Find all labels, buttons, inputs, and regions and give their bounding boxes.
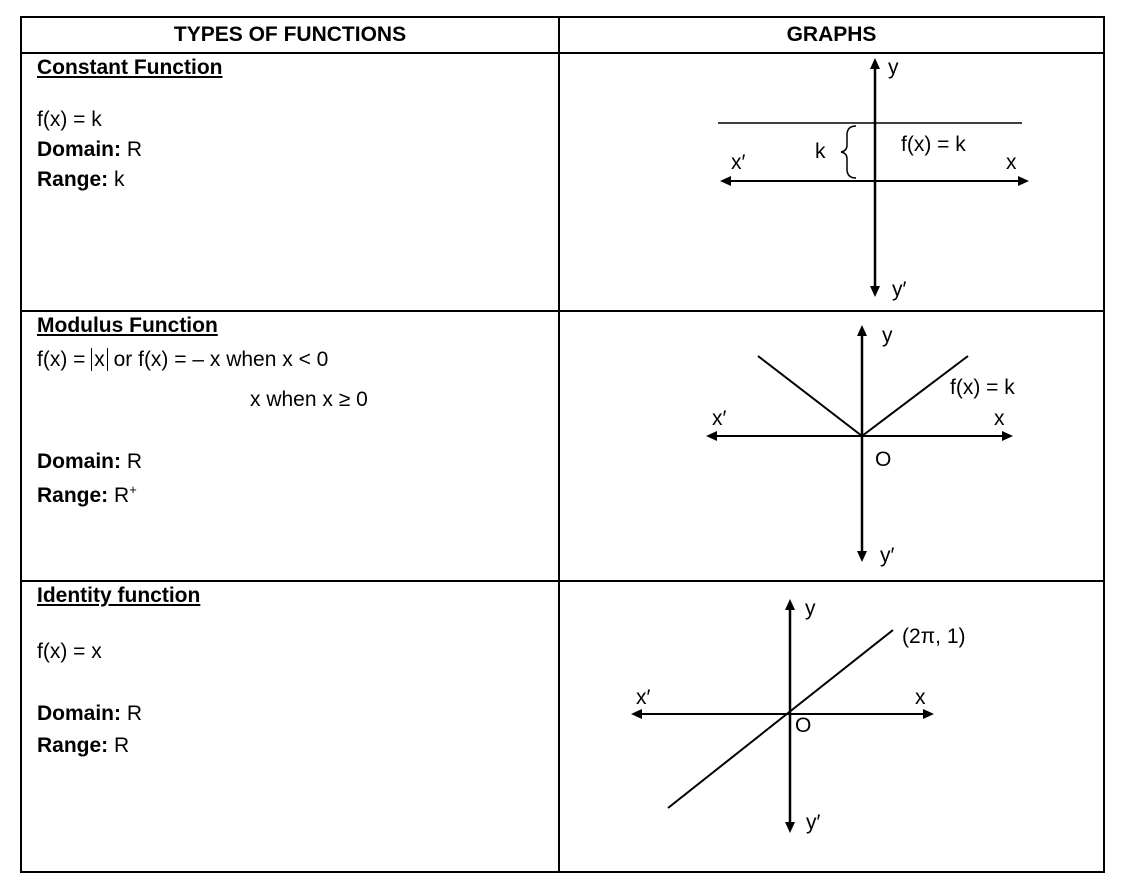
brace-icon	[841, 126, 856, 178]
label-fx: f(x) = k	[950, 376, 1015, 399]
formula-constant: f(x) = k	[37, 108, 102, 131]
x-arrow-icon	[1002, 431, 1013, 441]
range-label: Range:	[37, 168, 109, 191]
fn-name-modulus: Modulus Function	[37, 314, 218, 337]
x-arrow-icon	[923, 709, 934, 719]
label-y-neg: y′	[892, 278, 907, 301]
header-row	[21, 17, 1104, 53]
label-x: x	[994, 407, 1005, 430]
label-y: y	[882, 324, 893, 347]
label-x: x	[915, 686, 926, 709]
x-neg-arrow-icon	[631, 709, 642, 719]
formula-part: or f(x) = – x when x < 0	[107, 348, 329, 371]
domain-modulus	[37, 450, 558, 474]
label-x-neg: x′	[712, 407, 727, 430]
domain-constant	[37, 138, 558, 162]
row-identity	[21, 581, 1104, 872]
desc-constant	[21, 53, 559, 311]
range-identity	[37, 734, 558, 758]
fn-name-identity: Identity function	[37, 584, 201, 607]
range-sup: +	[129, 482, 137, 497]
label-origin: O	[875, 448, 892, 471]
y-neg-arrow-icon	[870, 286, 880, 297]
y-arrow-icon	[857, 325, 867, 336]
x-neg-arrow-icon	[720, 176, 731, 186]
abs-x: x	[91, 348, 108, 371]
graph-constant	[560, 54, 1103, 310]
label-point: (2π, 1)	[902, 625, 966, 648]
row-modulus	[21, 311, 1104, 581]
domain-label: Domain:	[37, 702, 121, 725]
functions-table	[20, 16, 1105, 873]
desc-modulus	[21, 311, 559, 581]
domain-label: Domain:	[37, 450, 121, 473]
label-y: y	[805, 597, 816, 620]
y-arrow-icon	[870, 58, 880, 69]
graph-cell-identity	[559, 581, 1104, 872]
domain-label: Domain:	[37, 138, 121, 161]
label-x-neg: x′	[731, 151, 746, 174]
x-neg-arrow-icon	[706, 431, 717, 441]
label-origin: O	[795, 714, 812, 737]
row-constant	[21, 53, 1104, 311]
label-y-neg: y′	[880, 544, 895, 567]
range-constant	[37, 168, 558, 192]
formula-modulus-line1	[37, 348, 558, 372]
graph-modulus	[560, 312, 1103, 580]
range-label: Range:	[37, 484, 109, 507]
domain-value: R	[126, 702, 143, 725]
label-k: k	[815, 140, 826, 163]
formula-part: f(x) =	[37, 348, 92, 371]
x-arrow-icon	[1018, 176, 1029, 186]
graph-cell-modulus	[559, 311, 1104, 581]
range-modulus	[37, 482, 558, 508]
range-value: R	[114, 734, 130, 757]
identity-line	[668, 630, 893, 808]
domain-value: R	[126, 138, 143, 161]
header-types: TYPES OF FUNCTIONS	[21, 17, 559, 53]
label-y-neg: y′	[806, 811, 821, 834]
domain-identity	[37, 702, 558, 726]
label-fx-k: f(x) = k	[901, 133, 966, 156]
desc-identity	[21, 581, 559, 872]
graph-cell-constant	[559, 53, 1104, 311]
range-value: k	[114, 168, 125, 191]
label-y: y	[888, 56, 899, 79]
label-x-neg: x′	[636, 686, 651, 709]
formula-identity: f(x) = x	[37, 640, 102, 663]
range-label: Range:	[37, 734, 109, 757]
domain-value: R	[126, 450, 143, 473]
label-x: x	[1006, 151, 1017, 174]
graph-identity	[560, 582, 1103, 871]
formula-modulus-line2: x when x ≥ 0	[250, 388, 368, 411]
y-neg-arrow-icon	[785, 822, 795, 833]
fn-name-constant: Constant Function	[37, 56, 223, 79]
y-neg-arrow-icon	[857, 551, 867, 562]
y-arrow-icon	[785, 599, 795, 610]
range-value: R	[114, 484, 130, 507]
header-graphs: GRAPHS	[559, 17, 1104, 53]
